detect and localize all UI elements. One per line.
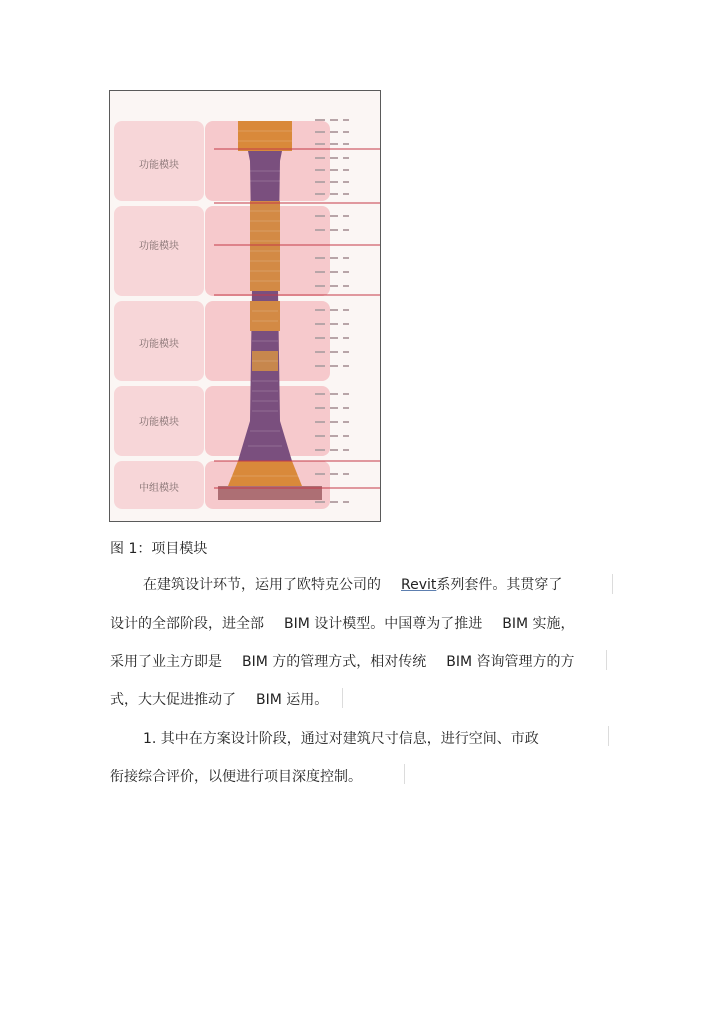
paragraph-1-line-2: 设计的全部阶段，进全部 BIM 设计模型。中国尊为了推进 BIM 实施， bbox=[110, 616, 575, 632]
zone-label-5: 中组模块 bbox=[139, 483, 179, 494]
zone-label-1: 功能模块 bbox=[139, 160, 179, 171]
building-module-figure bbox=[109, 90, 381, 522]
paragraph-1-line-4: 式，大大促进推动了 BIM 运用。 bbox=[110, 692, 329, 708]
figure-caption: 图 1：项目模块 bbox=[110, 541, 208, 557]
paragraph-2-line-2: 衔接综合评价，以便进行项目深度控制。 bbox=[110, 769, 362, 785]
paragraph-2 bbox=[110, 728, 612, 788]
paragraph-1-line-3: 采用了业主方即是 BIM 方的管理方式，相对传统 BIM 咨询管理方的方 bbox=[110, 654, 575, 670]
zone-label-4: 功能模块 bbox=[139, 417, 179, 428]
paragraph-2-line-1: 1. 其中在方案设计阶段，通过对建筑尺寸信息，进行空间、市政 bbox=[143, 731, 539, 747]
paragraph-1 bbox=[110, 574, 612, 714]
zone-label-3: 功能模块 bbox=[139, 339, 179, 350]
zone-label-2: 功能模块 bbox=[139, 241, 179, 252]
revit-link[interactable]: Revit bbox=[401, 577, 437, 593]
paragraph-1-line-1: 在建筑设计环节，运用了欧特克公司的 Revit系列套件。其贯穿了 bbox=[143, 577, 563, 593]
